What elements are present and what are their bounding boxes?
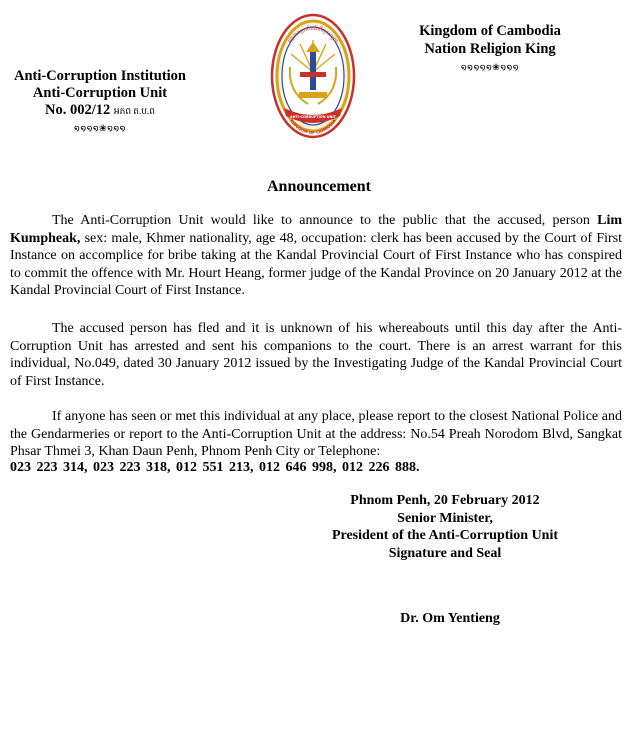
signature-block (310, 492, 580, 562)
document-number: No. 002/12 (45, 102, 111, 118)
accused-name: Lim Kumpheak, (10, 213, 622, 246)
telephone-numbers: 023 223 314, 023 223 318, 012 551 213, 012 646 998, 012 226 888. (10, 460, 420, 475)
seal-bottom-text: KINGDOM OF CAMBODIA (289, 118, 337, 136)
signatory-name: Dr. Om Yentieng (400, 611, 500, 626)
announcement-title: Announcement (266, 178, 371, 195)
document-code: អភព ត.ប.ព (113, 106, 155, 116)
header-institution (0, 68, 200, 137)
paragraph-accusation-intro: The Anti-Corruption Unit would like to announce to the public that the accused, person (52, 213, 598, 228)
paragraph-warrant: The accused person has fled and it is unknown of his whereabouts until this day after the Anti-Corruption Unit has arrested and sent his companions to the court. There is an arrest warrant for this individual, No.049, dated 30 January 2012 issued by the Investigating Judge of the Kandal Provincial Court of First Instance. (10, 321, 622, 389)
date-ornament-line: ໑໑໑໑❀໑໑໑ (74, 123, 126, 133)
anti-corruption-seal-icon (270, 12, 356, 140)
unit-line: Anti-Corruption Unit (32, 85, 168, 101)
position-line: President of the Anti-Corruption Unit (331, 528, 559, 543)
motto-line: Nation Religion King (424, 41, 556, 57)
header-kingdom (400, 22, 580, 76)
title-line: Senior Minister, (397, 510, 493, 526)
paragraph-accusation (10, 212, 622, 300)
seal-top-text: អង្គភាពប្រឆាំងអំពើពុករលួយ (287, 25, 339, 45)
document-number-line (0, 102, 200, 120)
place-date-line: Phnom Penh, 20 February 2012 (350, 493, 540, 508)
ornament-line: ໑໑໑໑໑❀໑໑໑ (460, 62, 520, 72)
institution-line: Anti-Corruption Institution (13, 68, 186, 84)
paragraph-report-request: If anyone has seen or met this individual at any place, please report to the closest National Police and the Gendarmeries or report to the Anti-Corruption Unit at the address: No.54 Preah Norodom Blvd, Sangkat Phsar Thmei 3, Khan Daun Penh, Phnom Penh City or Telephone: (10, 409, 622, 459)
seal-ribbon-text: ANTI-CORRUPTION UNIT (290, 115, 336, 119)
kingdom-line: Kingdom of Cambodia (419, 23, 561, 39)
signature-seal-line: Signature and Seal (388, 545, 502, 561)
paragraph-accusation-body: sex: male, Khmer nationality, age 48, occupation: clerk has been accused by the Court of First Instance on accomplice for bribe taking at the Kandal Provincial Court of First Instance who has conspired to commit the offence with Mr. Hourt Heang, former judge of the Kandal Province on 20 January 2012 at the Kandal Provincial Court of First Instance. (10, 230, 622, 298)
